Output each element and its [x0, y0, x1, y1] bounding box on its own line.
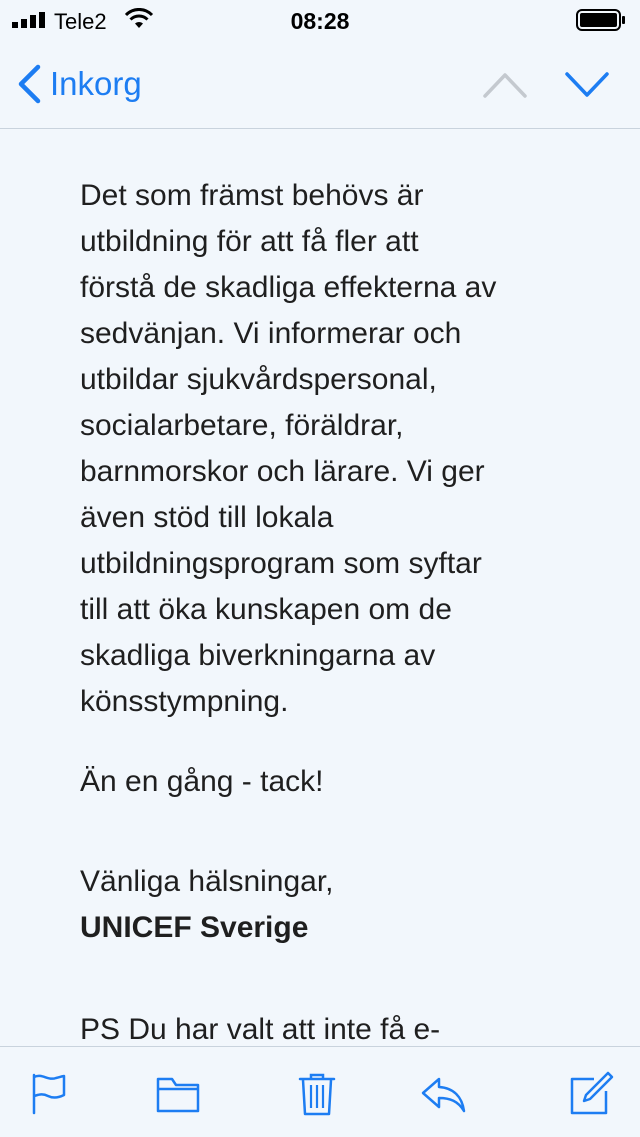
carrier-name: Tele2 [54, 9, 107, 34]
paragraph-line: könsstympning. [80, 685, 289, 718]
flag-icon [26, 1071, 72, 1117]
folder-icon [155, 1071, 201, 1117]
navigation-bar [0, 40, 640, 129]
greeting-text: Vänliga hälsningar, [80, 865, 334, 898]
paragraph-line: till att öka kunskapen om de [80, 593, 452, 626]
paragraph-line: förstå de skadliga effekterna av [80, 271, 497, 304]
move-to-folder-button[interactable] [155, 1071, 201, 1117]
compose-button[interactable] [568, 1071, 614, 1117]
paragraph-line: utbildningsprogram som syftar [80, 547, 482, 580]
chevron-left-icon [16, 64, 42, 104]
back-button-label: Inkorg [50, 65, 142, 102]
paragraph-line: även stöd till lokala [80, 501, 334, 534]
paragraph-line: barnmorskor och lärare. Vi ger [80, 455, 485, 488]
bottom-toolbar [0, 1046, 640, 1137]
reply-arrow-icon [420, 1071, 466, 1117]
status-time: 08:28 [290, 8, 350, 34]
status-bar [0, 0, 640, 40]
battery-icon [576, 9, 626, 31]
message-body [0, 129, 640, 1046]
previous-message-chevron-up-icon[interactable] [482, 70, 528, 100]
paragraph-line: Det som främst behövs är [80, 179, 424, 212]
trash-icon [294, 1071, 340, 1117]
back-button[interactable] [16, 64, 142, 104]
next-message-chevron-down-icon[interactable] [564, 70, 610, 100]
trash-button[interactable] [294, 1071, 340, 1117]
paragraph-line: utbildning för att få fler att [80, 225, 419, 258]
reply-button[interactable] [420, 1071, 466, 1117]
paragraph-line: socialarbetare, föräldrar, [80, 409, 404, 442]
ps-text: PS Du har valt att inte få e- [80, 1013, 441, 1046]
paragraph-line: sedvänjan. Vi informerar och [80, 317, 462, 350]
paragraph-line: utbildar sjukvårdspersonal, [80, 363, 437, 396]
paragraph-line: skadliga biverkningarna av [80, 639, 436, 672]
signature-text: UNICEF Sverige [80, 911, 309, 944]
compose-icon [568, 1071, 614, 1117]
thanks-text: Än en gång - tack! [80, 765, 324, 798]
flag-button[interactable] [26, 1071, 72, 1117]
message-paragraph [80, 173, 580, 725]
